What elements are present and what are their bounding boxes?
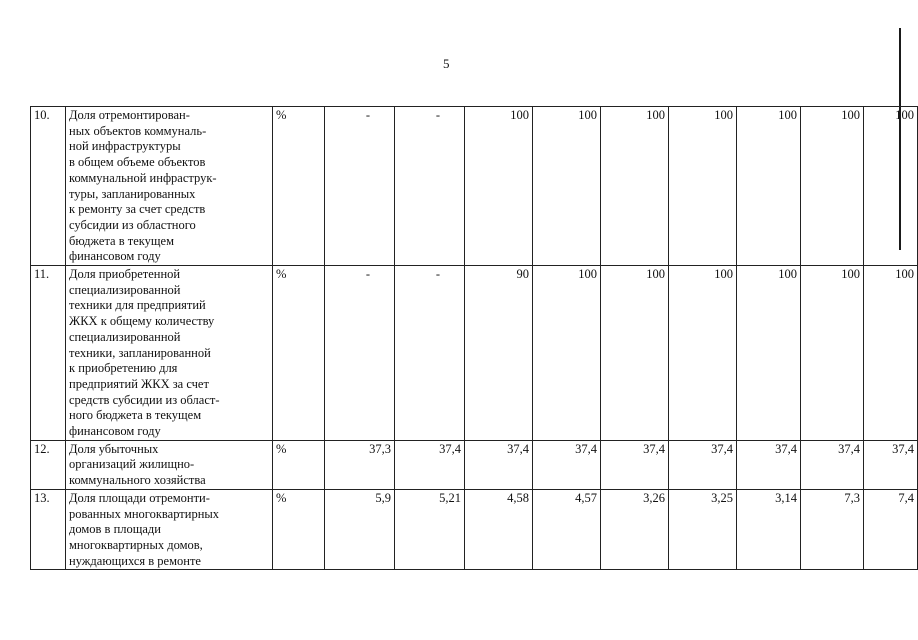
indicator-name-cell [66, 266, 273, 441]
value-cell: 37,4 [669, 440, 737, 489]
value-cell: 5,9 [325, 489, 395, 570]
value-cell: 37,4 [533, 440, 601, 489]
value-cell: 100 [669, 107, 737, 266]
indicator-name-line: в общем объеме объектов [69, 155, 206, 170]
indicators-table [30, 106, 918, 570]
table-row [31, 266, 918, 441]
indicator-name-line: ной инфраструктуры [69, 139, 181, 154]
table-row [31, 489, 918, 570]
value-cell: 7,3 [801, 489, 864, 570]
indicator-name-line: ЖКХ к общему количеству [69, 314, 215, 329]
value-cell: 37,4 [801, 440, 864, 489]
value-cell: 100 [864, 266, 918, 441]
value-cell: 37,4 [465, 440, 533, 489]
unit-cell: % [273, 440, 325, 489]
value-cell: 37,3 [325, 440, 395, 489]
value-cell: 100 [601, 266, 669, 441]
value-cell: - [325, 107, 395, 266]
row-number-cell: 12. [31, 440, 66, 489]
indicator-name-line: специализированной [69, 282, 181, 297]
value-cell: 37,4 [737, 440, 801, 489]
table-row [31, 440, 918, 489]
row-number-cell: 13. [31, 489, 66, 570]
indicator-name-line: многоквартирных домов, [69, 537, 203, 552]
indicator-name-line: коммунальной инфраструк- [69, 170, 217, 185]
indicator-name-line: туры, запланированных [69, 186, 196, 201]
indicator-name-line: Доля приобретенной [69, 267, 181, 282]
indicator-name-line: финансовом году [69, 249, 161, 264]
indicator-name-line: специализированной [69, 329, 181, 344]
row-number-cell: 11. [31, 266, 66, 441]
indicator-name-line: ных объектов коммуналь- [69, 123, 207, 138]
value-cell: 7,4 [864, 489, 918, 570]
value-cell: 100 [737, 266, 801, 441]
value-cell: 100 [465, 107, 533, 266]
indicator-name-line: субсидии из областного [69, 217, 196, 232]
indicator-name-line: бюджета в текущем [69, 233, 174, 248]
value-cell: 37,4 [864, 440, 918, 489]
value-cell: 5,21 [395, 489, 465, 570]
unit-cell: % [273, 489, 325, 570]
indicator-name-line: к приобретению для [69, 361, 178, 376]
indicator-name-cell [66, 107, 273, 266]
value-cell: 100 [801, 107, 864, 266]
value-cell: 100 [737, 107, 801, 266]
indicator-name-line: коммунального хозяйства [69, 473, 206, 488]
indicator-name-line: предприятий ЖКХ за счет [69, 376, 209, 391]
unit-cell: % [273, 107, 325, 266]
indicator-name-line: финансовом году [69, 424, 161, 439]
table-body [31, 107, 918, 570]
value-cell: 100 [601, 107, 669, 266]
indicator-name-cell [66, 489, 273, 570]
indicator-name-line: техники для предприятий [69, 298, 206, 313]
value-cell: 3,14 [737, 489, 801, 570]
value-cell: 37,4 [601, 440, 669, 489]
value-cell: 4,57 [533, 489, 601, 570]
value-cell: 4,58 [465, 489, 533, 570]
value-cell: 37,4 [395, 440, 465, 489]
value-cell: 3,26 [601, 489, 669, 570]
value-cell: 100 [533, 266, 601, 441]
indicator-name-line: Доля убыточных [69, 441, 159, 456]
indicator-name-line: ного бюджета в текущем [69, 408, 202, 423]
value-cell: 100 [801, 266, 864, 441]
unit-cell: % [273, 266, 325, 441]
value-cell: - [395, 266, 465, 441]
value-cell: - [325, 266, 395, 441]
indicator-name-cell [66, 440, 273, 489]
indicator-name-line: нуждающихся в ремонте [69, 553, 201, 568]
value-cell: 100 [533, 107, 601, 266]
indicator-name-line: домов в площади [69, 522, 161, 537]
indicator-name-line: Доля отремонтирован- [69, 108, 190, 122]
value-cell: 100 [864, 107, 918, 266]
indicator-name-line: рованных многоквартирных [69, 506, 220, 521]
page-number: 5 [443, 56, 450, 71]
row-number-cell: 10. [31, 107, 66, 266]
value-cell: 90 [465, 266, 533, 441]
value-cell: 100 [669, 266, 737, 441]
table-row [31, 107, 918, 266]
indicator-name-line: техники, запланированной [69, 345, 211, 360]
indicator-name-line: организаций жилищно- [69, 457, 195, 472]
value-cell: 3,25 [669, 489, 737, 570]
indicator-name-line: Доля площади отремонти- [69, 490, 210, 505]
value-cell: - [395, 107, 465, 266]
indicator-name-line: к ремонту за счет средств [69, 202, 206, 217]
indicator-name-line: средств субсидии из област- [69, 392, 220, 407]
